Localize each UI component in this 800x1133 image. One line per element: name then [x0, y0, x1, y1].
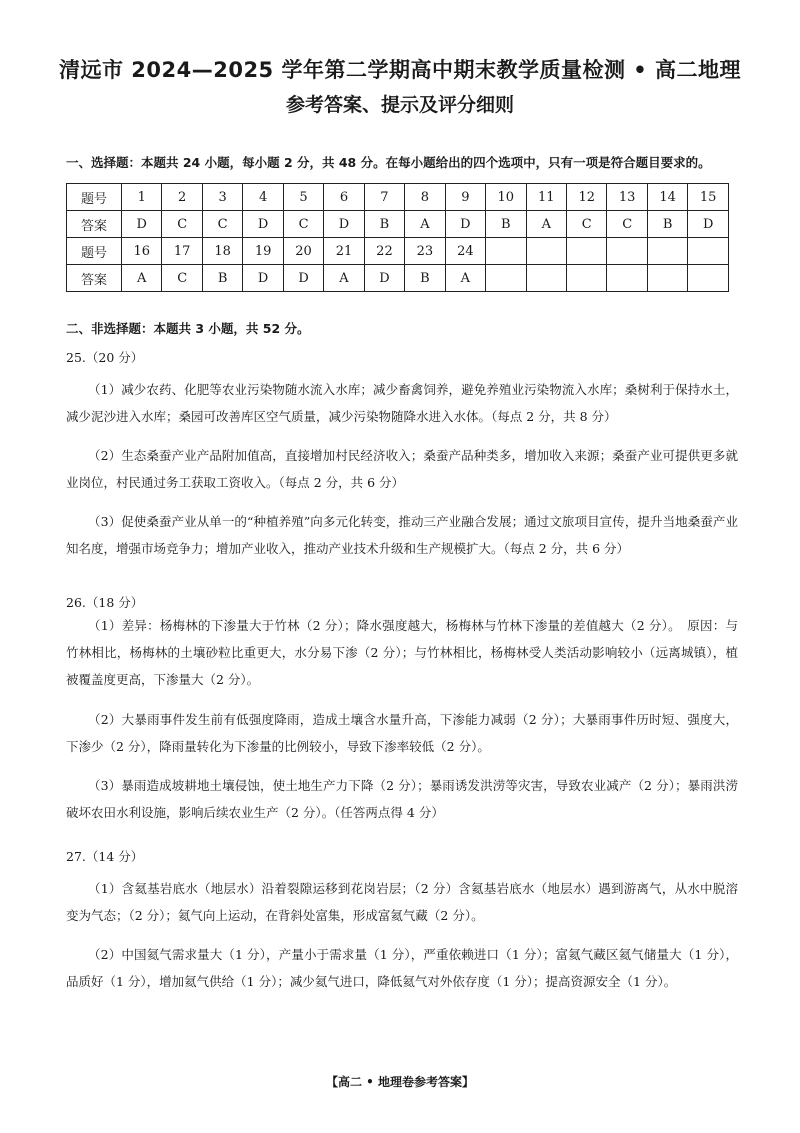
- answer-cell: A: [405, 211, 445, 238]
- answer-row-label: 答案: [67, 265, 122, 292]
- question-25-head: 25.（20 分）: [66, 350, 144, 365]
- question-number-cell: 11: [526, 184, 566, 211]
- answer-cell: C: [162, 211, 202, 238]
- exam-subtitle: 参考答案、提示及评分细则: [285, 94, 514, 116]
- answer-row-label: 答案: [67, 211, 122, 238]
- answer-cell: [647, 265, 687, 292]
- answer-cell: [688, 265, 729, 292]
- answer-cell: C: [283, 211, 323, 238]
- question-number-cell: 3: [202, 184, 242, 211]
- question-number-cell: [566, 238, 606, 265]
- answer-cell: D: [243, 211, 283, 238]
- q27-part-2: （2）中国氦气需求量大（1 分），产量小于需求量（1 分），严重依赖进口（1 分）；富氦气藏区氦气储量大（1 分），品质好（1 分），增加氦气供给（1 分）；减少氦气进口，降低氦气对外依存度（1 分）；提高资源安全（1 分）。: [66, 947, 738, 989]
- number-row: [67, 238, 729, 265]
- section2-heading: 二、非选择题：本题共 3 小题，共 52 分。: [66, 321, 310, 336]
- answer-cell: B: [486, 211, 526, 238]
- question-number-cell: 2: [162, 184, 202, 211]
- q26-part-3: （3）暴雨造成坡耕地土壤侵蚀，使土地生产力下降（2 分）；暴雨诱发洪涝等灾害，导致农业减产（2 分）；暴雨洪涝破坏农田水利设施，影响后续农业生产（2 分）。（任答两点得 4 分）: [66, 778, 738, 820]
- question-number-cell: [486, 238, 526, 265]
- question-27-head: 27.（14 分）: [66, 849, 144, 864]
- question-number-cell: 23: [405, 238, 445, 265]
- answer-cell: D: [122, 211, 162, 238]
- q25-part-2: （2）生态桑蚕产业产品附加值高，直接增加村民经济收入；桑蚕产品种类多，增加收入来源；桑蚕产业可提供更多就业岗位，村民通过务工获取工资收入。（每点 2 分，共 6 分）: [66, 448, 738, 490]
- answer-cell: B: [364, 211, 404, 238]
- question-number-cell: 19: [243, 238, 283, 265]
- q26-part-2: （2）大暴雨事件发生前有低强度降雨，造成土壤含水量升高，下渗能力减弱（2 分）；大暴雨事件历时短、强度大，下渗少（2 分），降雨量转化为下渗量的比例较小，导致下渗率较低（2 分）。: [66, 712, 738, 754]
- answer-cell: D: [688, 211, 729, 238]
- section1-heading: 一、选择题：本题共 24 小题，每小题 2 分，共 48 分。在每小题给出的四个选项中，只有一项是符合题目要求的。: [66, 155, 711, 170]
- answer-cell: C: [162, 265, 202, 292]
- question-number-cell: 22: [364, 238, 404, 265]
- answer-cell: C: [607, 211, 647, 238]
- question-number-cell: [688, 238, 729, 265]
- number-row-label: 题号: [67, 184, 122, 211]
- answer-table: [66, 183, 729, 292]
- question-number-cell: 13: [607, 184, 647, 211]
- question-number-cell: 10: [486, 184, 526, 211]
- q25-part-3: （3）促使桑蚕产业从单一的“种植养殖”向多元化转变，推动三产业融合发展；通过文旅项目宣传，提升当地桑蚕产业知名度，增强市场竞争力；增加产业收入，推动产业技术升级和生产规模扩大。（每点 2 分，共 6 分）: [66, 514, 738, 556]
- question-number-cell: 8: [405, 184, 445, 211]
- answer-row: [67, 211, 729, 238]
- q27-part-1: （1）含氦基岩底水（地层水）沿着裂隙运移到花岗岩层；（2 分）含氦基岩底水（地层水）遇到游离气，从水中脱溶变为气态；（2 分）；氦气向上运动，在背斜处富集，形成富氦气藏（2 分）。: [66, 881, 738, 923]
- question-number-cell: 12: [566, 184, 606, 211]
- answer-cell: A: [445, 265, 485, 292]
- question-number-cell: 21: [324, 238, 364, 265]
- question-number-cell: 15: [688, 184, 729, 211]
- question-number-cell: 9: [445, 184, 485, 211]
- answer-row: [67, 265, 729, 292]
- answer-cell: D: [243, 265, 283, 292]
- answer-cell: C: [566, 211, 606, 238]
- question-number-cell: [647, 238, 687, 265]
- answer-cell: D: [324, 211, 364, 238]
- answer-cell: A: [526, 211, 566, 238]
- q25-part-1: （1）减少农药、化肥等农业污染物随水流入水库；减少畜禽饲养，避免养殖业污染物流入水库；桑树利于保持水土，减少泥沙进入水库；桑园可改善库区空气质量，减少污染物随降水进入水体。（每点 2 分，共 8 分）: [66, 382, 738, 424]
- question-number-cell: 14: [647, 184, 687, 211]
- question-26-head: 26.（18 分）: [66, 595, 144, 610]
- answer-cell: C: [202, 211, 242, 238]
- answer-cell: B: [202, 265, 242, 292]
- answer-cell: D: [445, 211, 485, 238]
- exam-title: 清远市 2024—2025 学年第二学期高中期末教学质量检测 • 高二地理: [58, 58, 742, 82]
- page-footer: 【高二 • 地理卷参考答案】: [325, 1075, 475, 1089]
- number-row-label: 题号: [67, 238, 122, 265]
- answer-cell: D: [283, 265, 323, 292]
- question-number-cell: 18: [202, 238, 242, 265]
- answer-cell: D: [364, 265, 404, 292]
- question-number-cell: [526, 238, 566, 265]
- answer-cell: A: [324, 265, 364, 292]
- question-number-cell: 4: [243, 184, 283, 211]
- question-number-cell: 20: [283, 238, 323, 265]
- answer-cell: [566, 265, 606, 292]
- question-number-cell: [607, 238, 647, 265]
- question-number-cell: 1: [122, 184, 162, 211]
- answer-cell: [607, 265, 647, 292]
- answer-cell: B: [647, 211, 687, 238]
- question-number-cell: 24: [445, 238, 485, 265]
- question-number-cell: 5: [283, 184, 323, 211]
- q26-part-1: （1）差异：杨梅林的下渗量大于竹林（2 分）；降水强度越大，杨梅林与竹林下渗量的差值越大（2 分）。 原因：与竹林相比，杨梅林的土壤砂粒比重更大，水分易下渗（2 分）；与竹林相比，杨梅林受人类活动影响较小（远离城镇），植被覆盖度更高，下渗量大（2 分）。: [66, 618, 738, 687]
- question-number-cell: 7: [364, 184, 404, 211]
- answer-cell: A: [122, 265, 162, 292]
- question-number-cell: 17: [162, 238, 202, 265]
- question-number-cell: 16: [122, 238, 162, 265]
- question-number-cell: 6: [324, 184, 364, 211]
- answer-cell: [486, 265, 526, 292]
- answer-cell: [526, 265, 566, 292]
- number-row: [67, 184, 729, 211]
- answer-cell: B: [405, 265, 445, 292]
